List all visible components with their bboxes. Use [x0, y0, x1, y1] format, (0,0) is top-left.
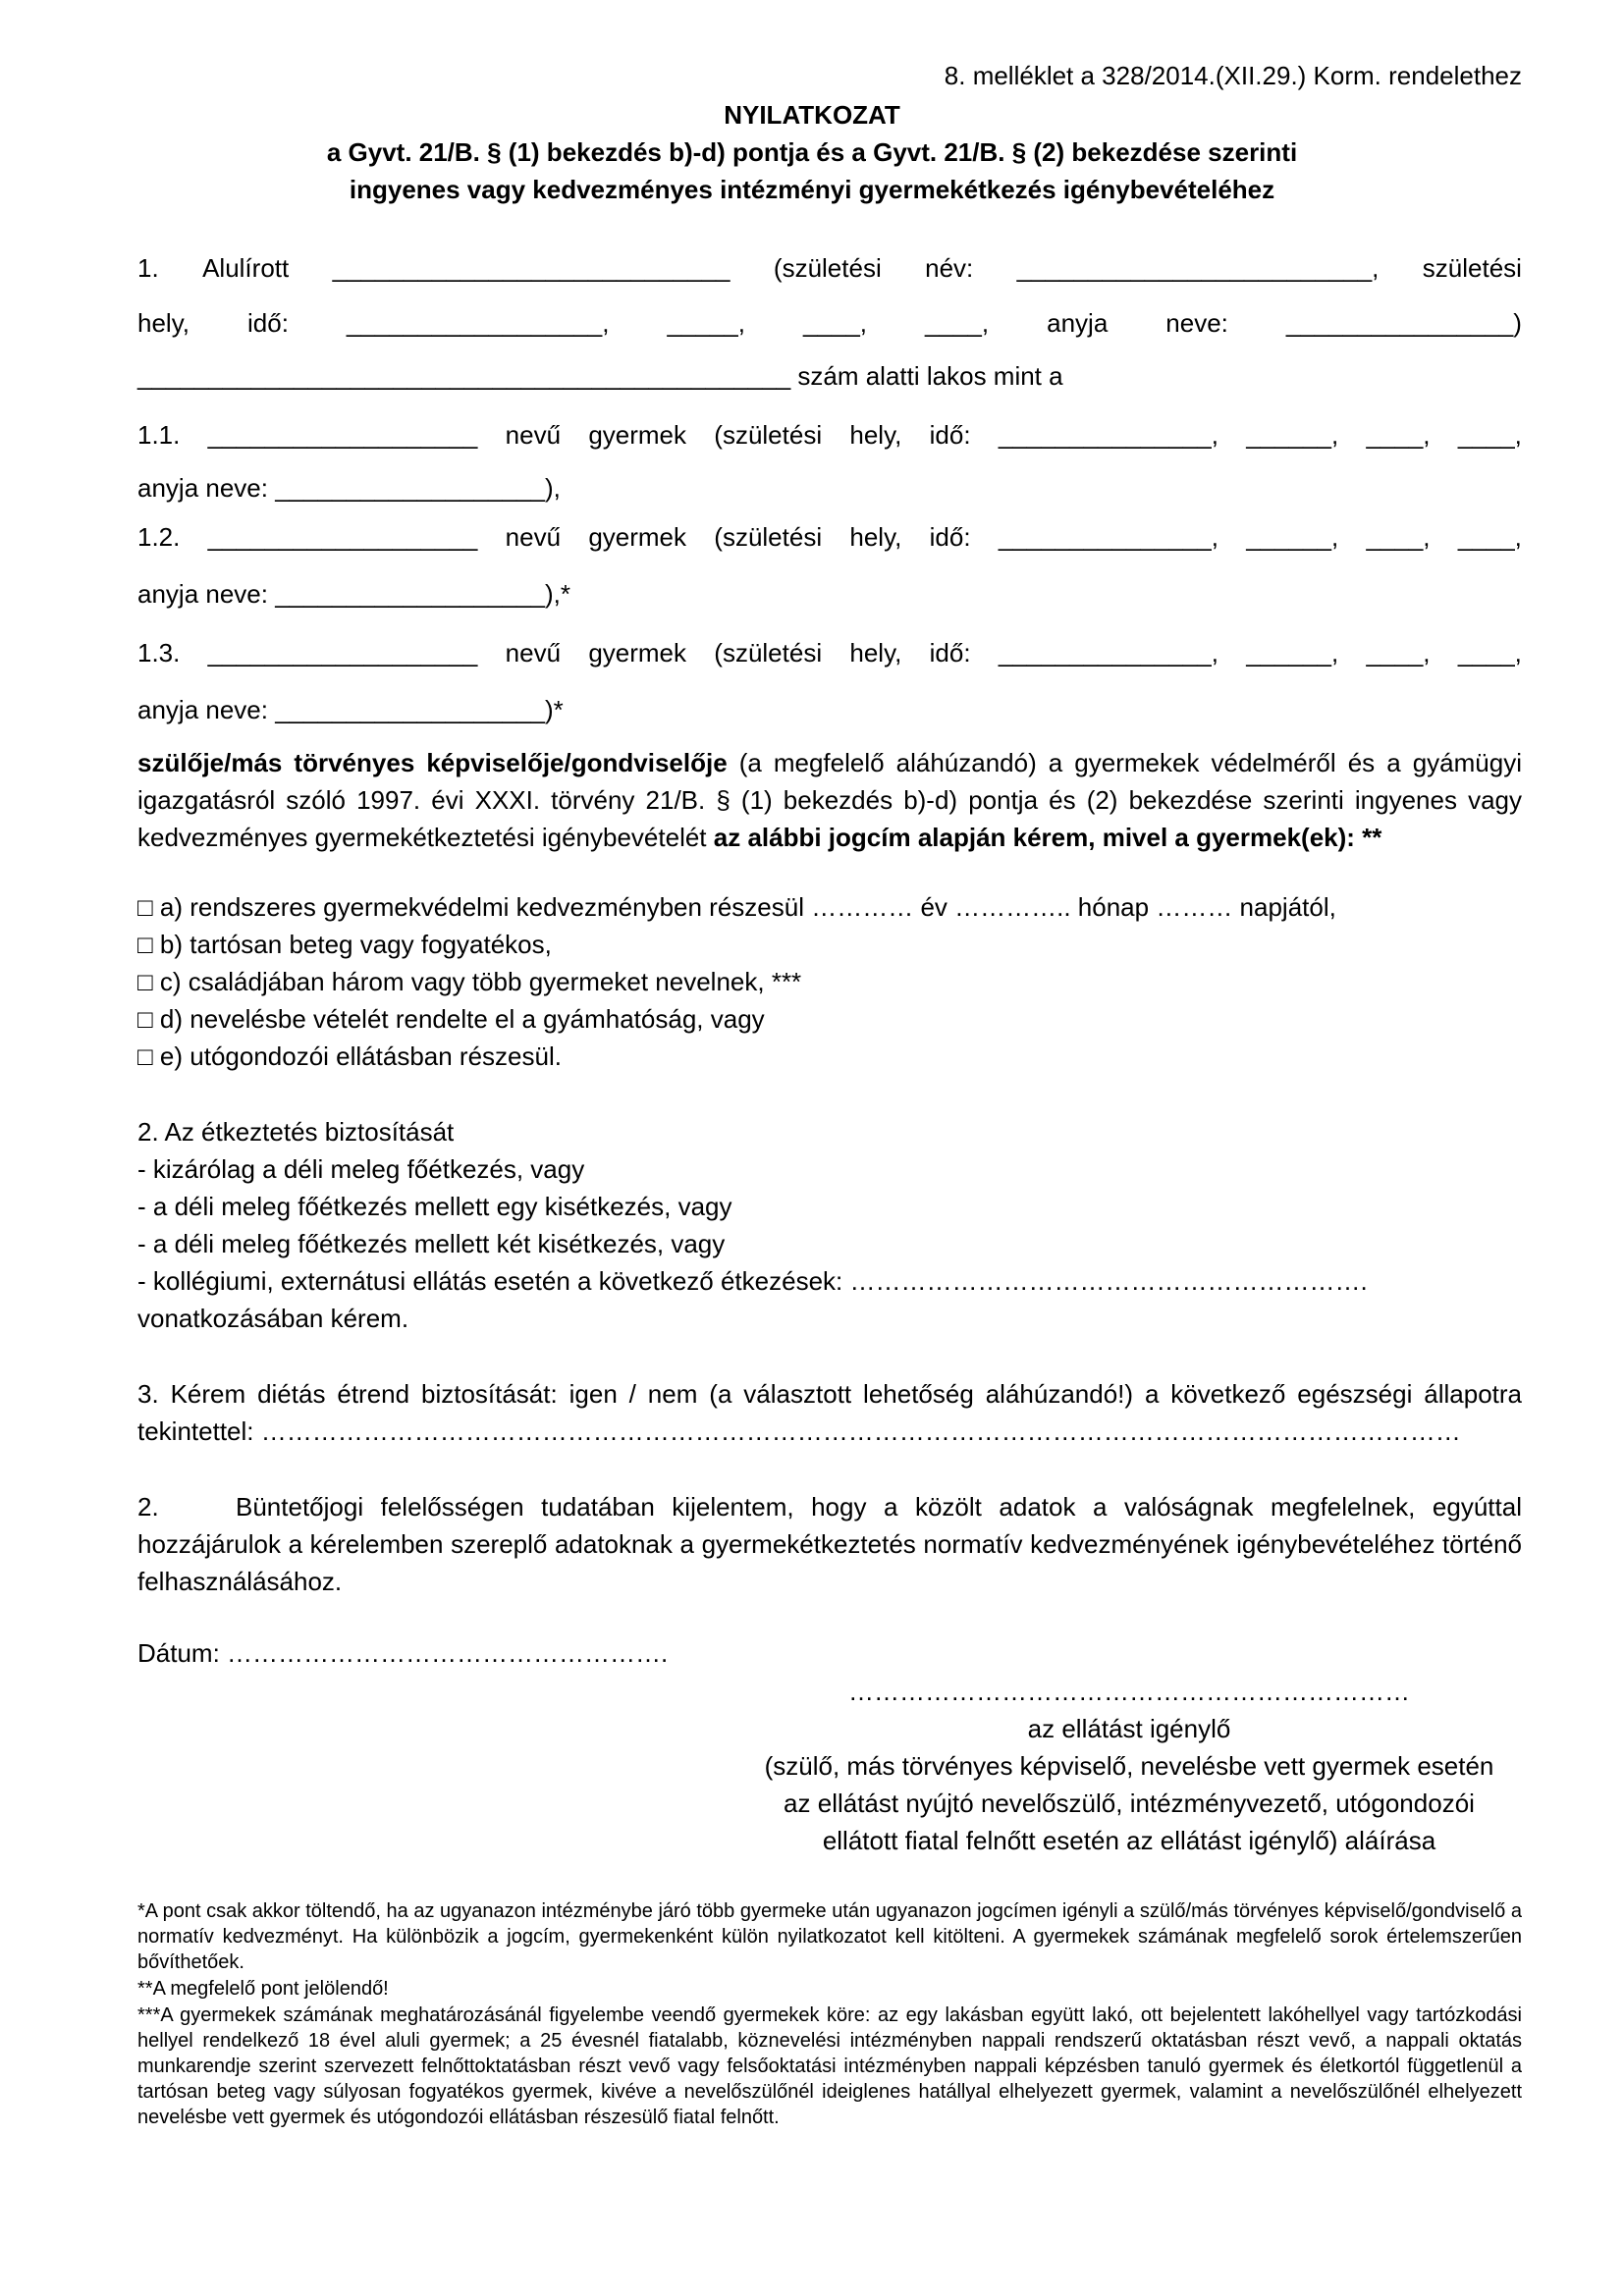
footnote-2: **A megfelelő pont jelölendő!	[137, 1978, 389, 2000]
meal-option-lunch-only[interactable]: - kizárólag a déli meleg főétkezés, vagy	[137, 1154, 585, 1184]
option-d-checkbox[interactable]: □ d) nevelésbe vételét rendelte el a gyámhatóság, vagy	[137, 1004, 765, 1034]
text-word: (születési	[714, 522, 823, 552]
child-birth-day-field[interactable]: ____,	[1457, 522, 1522, 552]
child-2-line	[137, 518, 1522, 556]
guardian-role-text: szülője/más törvényes képviselője/gondviselője	[137, 748, 728, 777]
child-number: 1.2.	[137, 522, 181, 552]
child-name-field[interactable]: ___________________	[207, 420, 478, 450]
document-subtitle-2: ingyenes vagy kedvezményes intézményi gyermekétkezés igénybevételéhez	[349, 175, 1275, 204]
declaration-number: 2.	[137, 1492, 159, 1522]
legal-paragraph	[137, 744, 1522, 856]
child-1-line	[137, 416, 1522, 454]
text-word: nevű	[505, 522, 562, 552]
text-word: hely,	[849, 638, 902, 667]
text-word: nevű	[505, 420, 562, 450]
option-c-checkbox[interactable]: □ c) családjában három vagy több gyermeket nevelnek, ***	[137, 967, 802, 996]
child-1-mother-line[interactable]: anyja neve: ___________________),	[137, 473, 561, 503]
declaration-continuation: hozzájárulok a kérelemben szereplő adatoknak a gyermekétkeztetés normatív kedvezményének igénybevételéhez történő felhasználásához.	[137, 1529, 1522, 1596]
text-word: idő:	[929, 638, 971, 667]
child-birth-place-field[interactable]: _______________,	[998, 638, 1218, 667]
text-word: nevű	[505, 638, 562, 667]
option-a-checkbox[interactable]: □ a) rendszeres gyermekvédelmi kedvezményben részesül ………… év ………….. hónap ……… napjától,	[137, 892, 1336, 922]
document-subtitle-1: a Gyvt. 21/B. § (1) bekezdés b)-d) pontja és a Gyvt. 21/B. § (2) bekezdése szerinti	[326, 137, 1298, 167]
signature-caption-4: ellátott fiatal felnőtt esetén az ellátást igénylő) aláírása	[822, 1826, 1436, 1855]
option-b-checkbox[interactable]: □ b) tartósan beteg vagy fogyatékos,	[137, 930, 552, 959]
birth-place-label: születési	[1422, 253, 1522, 283]
legal-reference-text: (a megfelelő aláhúzandó) a gyermekek védelméről és a gyámügyi igazgatásról szóló 1997. évi XXXI. törvény 21/B. § (1) bekezdés b)-d) pontja és (2) bekezdése szerinti ingyenes vagy kedvezményes gyermekétkeztetési igénybevételét	[137, 748, 1522, 852]
child-birth-year-field[interactable]: ______,	[1246, 638, 1339, 667]
text-word: gyermek	[588, 522, 687, 552]
footnote-3: ***A gyermekek számának meghatározásánál figyelembe veendő gyermekek köre: az egy lakásban együtt lakó, ott bejelentett lakóhellyel vagy tartózkodási hellyel rendelkező 18 ével aluli gyermek; a 25 évesnél fiatalabb, köznevelési intézményben nappali rendszerű oktatásban részt vevő, a nappali oktatás munkarendje szerint szervezett felnőttoktatásban részt vevő vagy felsőoktatási intézményben nappali képzésben tanuló gyermek és életkortól függetlenül a tartósan beteg vagy súlyosan fogyatékos gyermek, kivéve a nevelőszülőnél ideiglenes hatállyal elhelyezett gyermek, valamint a nevelőszülőnél elhelyezett nevelésbe vett gyermek és utógondozói ellátásban részesülő fiatal felnőtt.	[137, 2004, 1522, 2128]
place-label: hely,	[137, 308, 189, 338]
declarant-name-line	[137, 249, 1522, 287]
mother-name-field[interactable]: ________________)	[1285, 308, 1522, 338]
entitlement-request-text: az alábbi jogcím alapján kérem, mivel a gyermek(ek): **	[713, 823, 1382, 852]
child-number: 1.1.	[137, 420, 181, 450]
date-field[interactable]: Dátum: …………………………………………….	[137, 1638, 669, 1668]
declarant-name-field[interactable]: ____________________________	[332, 253, 731, 283]
diet-request-paragraph[interactable]: 3. Kérem diétás étrend biztosítását: igen / nem (a választott lehetőség aláhúzandó!) a következő egészségi állapotra tekintettel: ……………………………………………………………………………………………………………………………	[137, 1379, 1522, 1446]
option-e-checkbox[interactable]: □ e) utógondozói ellátásban részesül.	[137, 1041, 562, 1071]
meal-section-closing: vonatkozásában kérem.	[137, 1304, 409, 1333]
meal-option-one-snack[interactable]: - a déli meleg főétkezés mellett egy kisétkezés, vagy	[137, 1192, 732, 1221]
birth-name-label-2: név:	[925, 253, 974, 283]
signature-line[interactable]: …………………………………………………………	[848, 1677, 1410, 1706]
time-label: idő:	[247, 308, 289, 338]
text-word: hely,	[849, 420, 902, 450]
signature-caption-3: az ellátást nyújtó nevelőszülő, intézményvezető, utógondozói	[784, 1789, 1475, 1818]
birth-year-field[interactable]: _____,	[667, 308, 745, 338]
mother-label: anyja	[1047, 308, 1109, 338]
text-word: idő:	[929, 522, 971, 552]
declarant-label: Alulírott	[202, 253, 290, 283]
child-3-line	[137, 634, 1522, 671]
child-birth-place-field[interactable]: _______________,	[998, 522, 1218, 552]
text-word: hely,	[849, 522, 902, 552]
text-word: gyermek	[588, 420, 687, 450]
mother-name-label: neve:	[1165, 308, 1228, 338]
child-birth-day-field[interactable]: ____,	[1457, 638, 1522, 667]
signature-caption-2: (szülő, más törvényes képviselő, nevelésbe vett gyermek esetén	[764, 1751, 1494, 1781]
signature-caption-1: az ellátást igénylő	[1027, 1714, 1231, 1743]
meal-option-dormitory[interactable]: - kollégiumi, externátusi ellátás esetén a következő étkezések: …………………………………………………….	[137, 1266, 1368, 1296]
child-birth-year-field[interactable]: ______,	[1246, 522, 1339, 552]
child-3-mother-line[interactable]: anyja neve: ___________________)*	[137, 695, 564, 724]
annex-reference: 8. melléklet a 328/2014.(XII.29.) Korm. rendelethez	[944, 61, 1522, 90]
birth-name-label: (születési	[773, 253, 882, 283]
declaration-first-line: Büntetőjogi felelősségen tudatában kijelentem, hogy a közölt adatok a valóságnak megfelelnek, egyúttal	[236, 1492, 1522, 1522]
footnote-1: *A pont csak akkor töltendő, ha az ugyanazon intézménybe járó több gyermeke után ugyanazon jogcímen igényli a szülő/más törvényes képviselő/gondviselő a normatív kedvezményt. Ha különbözik a jogcím, gyermekenként külön nyilatkozatot kell kitölteni. A gyermekek számának megfelelő sorok értelemszerűen bővíthetőek.	[137, 1900, 1522, 1973]
child-birth-place-field[interactable]: _______________,	[998, 420, 1218, 450]
child-number: 1.3.	[137, 638, 181, 667]
child-name-field[interactable]: ___________________	[207, 522, 478, 552]
text-word: idő:	[929, 420, 971, 450]
child-birth-month-field[interactable]: ____,	[1366, 638, 1431, 667]
meal-section-heading: 2. Az étkeztetés biztosítását	[137, 1117, 455, 1147]
text-word: (születési	[714, 638, 823, 667]
birth-day-field[interactable]: ____,	[925, 308, 990, 338]
birth-place-field[interactable]: __________________,	[346, 308, 610, 338]
birth-name-field[interactable]: _________________________,	[1016, 253, 1380, 283]
child-birth-year-field[interactable]: ______,	[1246, 420, 1339, 450]
child-name-field[interactable]: ___________________	[207, 638, 478, 667]
child-birth-month-field[interactable]: ____,	[1366, 420, 1431, 450]
text-word: gyermek	[588, 638, 687, 667]
section-number: 1.	[137, 253, 159, 283]
child-2-mother-line[interactable]: anyja neve: ___________________),*	[137, 579, 570, 609]
document-title: NYILATKOZAT	[724, 100, 900, 130]
birth-month-field[interactable]: ____,	[802, 308, 868, 338]
text-word: (születési	[714, 420, 823, 450]
child-birth-month-field[interactable]: ____,	[1366, 522, 1431, 552]
child-birth-day-field[interactable]: ____,	[1457, 420, 1522, 450]
declarant-birth-line	[137, 304, 1522, 342]
address-line[interactable]: ______________________________________________ szám alatti lakos mint a	[137, 361, 1063, 391]
meal-option-two-snacks[interactable]: - a déli meleg főétkezés mellett két kisétkezés, vagy	[137, 1229, 726, 1258]
